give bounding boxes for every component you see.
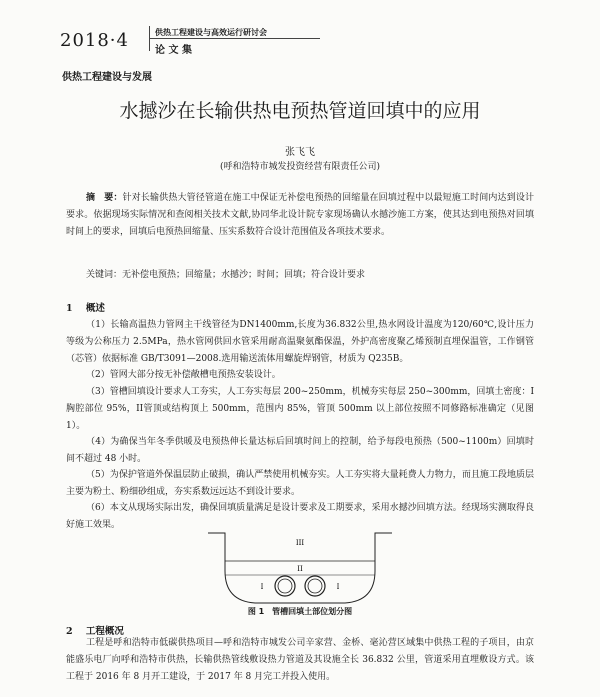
zone-I-right-label: I	[336, 583, 340, 591]
zone-II-label: II	[297, 565, 303, 573]
paragraph-3: （3）管槽回填设计要求人工夯实，人工夯实每层 200~250mm，机械夯实每层 250~300mm，回填土密度：I胸腔部位 95%，II管顶或结构顶上 500mm，范围内 85%，管顶 500mm 以上部位按照不同修路标准确定（见图 1）。	[66, 387, 534, 431]
section-1-title: 概述	[85, 303, 105, 314]
keywords	[66, 267, 534, 284]
abstract-text: 针对长输供热大管径管道在施工中保证无补偿电预热的回缩量在回填过程中以最短施工时间内达到设计要求。依据现场实际情况和查阅相关技术文献,协同华北设计院专家现场确认水撼沙施工方案，使其达到电预热对回填时间上的要求，回填后电预热回缩量、压实系数符合设计范围值及各项技术要求。	[66, 193, 534, 237]
figure-caption: 图 1 管槽回填土部位划分图	[247, 607, 353, 616]
paragraph-4: （4）为确保当年冬季供暖及电预热伸长量达标后回填时间上的控制，给予每段电预热（500~1100m）回填时间不超过 48 小时。	[66, 437, 534, 464]
keywords-label: 关键词：	[86, 270, 123, 280]
pipe-left-inner	[278, 579, 292, 593]
zone-III-label: III	[295, 539, 305, 547]
author-affiliation: (呼和浩特市城发投资经营有限责任公司)	[219, 162, 381, 172]
paragraph-6: （6）本文从现场实际出发，确保回填质量满足是设计要求及工期要求，采用水撼沙回填方法。经现场实测取得良好施工效果。	[66, 503, 534, 530]
zone-I-left-label: I	[260, 583, 264, 591]
trench-backfill-diagram	[200, 531, 400, 611]
section-2-title: 工程概况	[85, 626, 124, 637]
paragraph-2: （2）管网大部分按无补偿敞槽电预热安装设计。	[86, 370, 281, 380]
journal-year-issue: 2018·4	[60, 30, 129, 51]
abstract	[66, 190, 534, 240]
journal-name: 供热工程建设与高效运行研讨会	[155, 28, 267, 37]
paragraph-7: 工程是呼和浩特市低碳供热项目—呼和浩特市城发公司辛家营、金桥、毫沁营区域集中供热工程的子项目，由京能盛乐电厂向呼和浩特市供热，长输供热管线敷设热力管道及其设施全长 36.832 公里，管道采用直埋敷设方式。该工程于 2016 年 8 月开工建设，于 2017 年 8 月完工并投入使用。	[66, 638, 534, 682]
pipe-right-inner	[308, 579, 322, 593]
paragraph-1: （1）长输高温热力管网主干线管径为DN1400mm,长度为36.832公里,热水网设计温度为120/60℃,设计压力等级为公称压力 2.5MPa，热水管网供回水管采用耐高温聚氨酯保温，外护高密度聚乙烯预制直埋保温管，工作钢管（芯管）依据标准 GB/T3091—2008.选用输送流体用螺旋焊钢管，材质为 Q235B。	[66, 320, 534, 364]
journal-column: 论 文 集	[155, 45, 192, 56]
section-tag: 供热工程建设与发展	[62, 72, 152, 83]
paragraph-5: （5）为保护管道外保温层防止破损，确认严禁使用机械夯实。人工夯实将大量耗费人力物力，而且施工段地质层主要为粉土、粉细砂组成，夯实系数远远达不到设计要求。	[66, 470, 534, 497]
section-2-number: 2	[66, 626, 73, 637]
abstract-label: 摘 要：	[86, 193, 123, 203]
keywords-text: 无补偿电预热；回缩量；水撼沙；时间；回填；符合设计要求	[122, 270, 366, 280]
header-rule	[150, 38, 320, 39]
section-1-number: 1	[66, 303, 73, 314]
section-1-heading	[66, 300, 105, 314]
author-name: 张飞飞	[285, 147, 315, 158]
paper-title: 水撼沙在长输供热电预热管道回填中的应用	[119, 100, 481, 122]
